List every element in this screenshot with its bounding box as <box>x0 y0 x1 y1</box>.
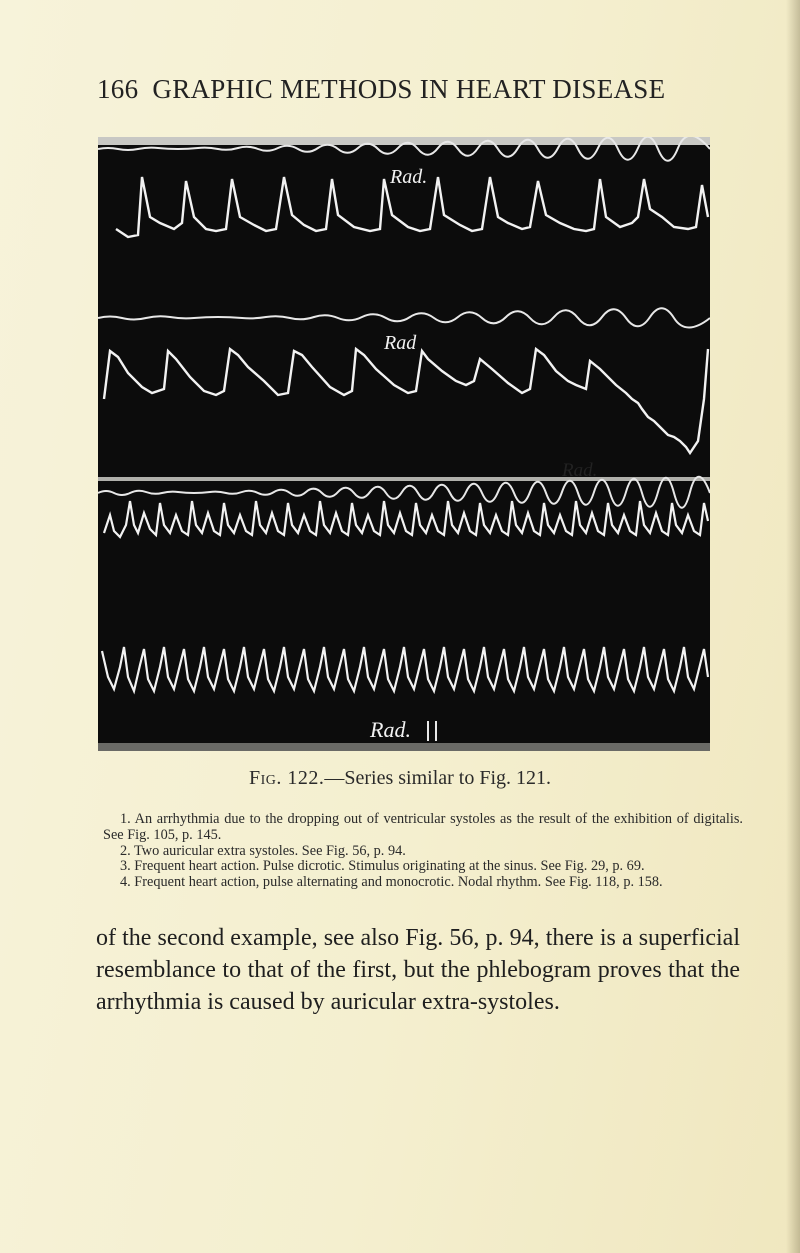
tracing-panel-1 <box>98 137 710 315</box>
legend-item-2: 2. Two auricular extra systoles. See Fig. 56, p. 94. <box>120 842 406 859</box>
pulse-tracing-figure <box>98 137 710 761</box>
legend-item-1: 1. An arrhythmia due to the dropping out of ventricular systoles as the result of the exhibition of digitalis. See Fig. 105, p. 145. <box>103 811 743 843</box>
figure-caption-label: Fig. 122. <box>248 767 325 789</box>
figure-caption-text: —Series similar to Fig. 121. <box>324 767 552 789</box>
tracing-label-1: Rad. <box>390 166 428 188</box>
legend-item-3: 3. Frequent heart action. Pulse dicrotic. Stimulus originating at the sinus. See Fig. 29, p. 69. <box>120 858 645 875</box>
tracing-label-3: Rad. <box>562 460 598 481</box>
tracing-panel-3 <box>98 460 710 751</box>
legend-item-4: 4. Frequent heart action, pulse alternating and monocrotic. Nodal rhythm. See Fig. 118, p. 158. <box>120 874 663 891</box>
tracing-label-4: Rad. <box>370 717 411 742</box>
figure-legend <box>103 812 743 891</box>
tracing-panel-2 <box>98 307 710 477</box>
tracing-label-2: Rad <box>384 332 417 354</box>
body-paragraph: of the second example, see also Fig. 56, p. 94, there is a superficial resemblance to that of the first, but the phlebogram proves that the arrhythmia is caused by auricular extra-systoles. <box>96 925 740 1015</box>
figure-caption <box>0 767 800 790</box>
page-number: 166 <box>97 74 139 104</box>
page-edge-shadow <box>786 0 800 1253</box>
running-title: GRAPHIC METHODS IN HEART DISEASE <box>152 74 666 104</box>
running-head <box>97 74 717 105</box>
